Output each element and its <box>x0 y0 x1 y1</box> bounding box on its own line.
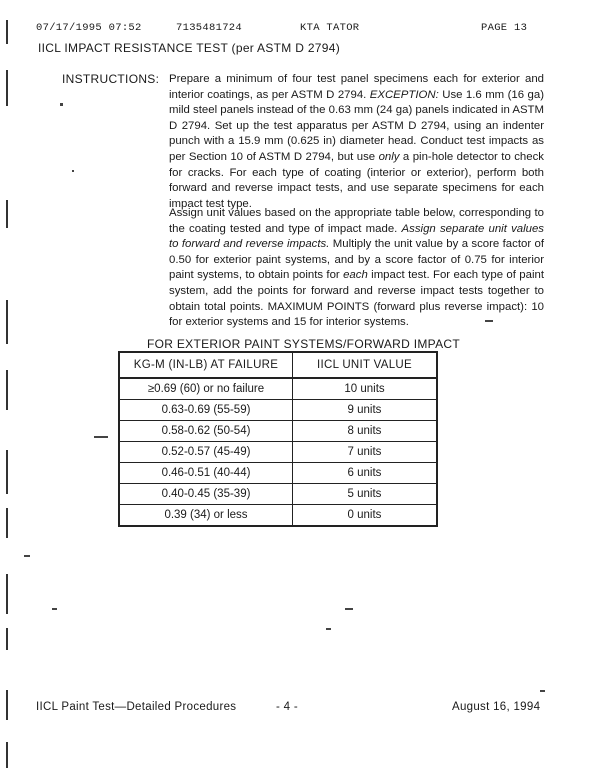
table-row <box>119 463 437 484</box>
failure-cell: 0.63-0.69 (55-59) <box>119 400 293 421</box>
p1-text-c: Use 1.6 mm (16 ga) mild steel panels instead of the 0.63 mm (24 ga) panels indicated in ASTM D 2794. Set up the test apparatus per ASTM D 2794, using an indenter punch with a 15.9 mm (0.625 in) diameter head. Conduct test impacts as per Section 10 of ASTM D 2794, but use <box>169 88 544 163</box>
scan-speck <box>72 170 74 172</box>
scan-speck <box>52 608 57 610</box>
p2-text-a: Assign unit values based on the appropriate table below, corresponding to the coating tested and type of impact made. <box>169 207 544 235</box>
scan-margin-mark <box>6 70 8 106</box>
header-failure: KG-M (IN-LB) AT FAILURE <box>119 352 293 378</box>
scan-speck <box>345 608 353 610</box>
table-row <box>119 400 437 421</box>
table-row <box>119 378 437 400</box>
impact-units-table <box>118 351 438 527</box>
scan-speck <box>540 690 545 692</box>
p2-text-c: Multiply the unit value by a score factor of 0.50 for exterior paint systems, and by a score factor of 0.75 for interior paint systems, to obtain points for <box>169 238 544 282</box>
scan-margin-mark <box>6 370 8 410</box>
scan-margin-mark <box>6 628 8 650</box>
table-header-row <box>119 352 437 378</box>
p1-only: only <box>378 150 400 163</box>
instructions-paragraph-1 <box>169 72 544 212</box>
scan-margin-mark <box>6 300 8 344</box>
scan-speck <box>326 628 331 630</box>
p1-exception: EXCEPTION: <box>369 88 439 101</box>
fax-datetime: 07/17/1995 07:52 <box>36 22 142 34</box>
scan-margin-mark <box>6 20 8 44</box>
scan-speck <box>60 103 63 106</box>
fax-page-number: PAGE 13 <box>481 22 528 34</box>
scan-margin-mark <box>6 690 8 720</box>
scan-speck <box>94 436 108 438</box>
units-cell: 5 units <box>293 484 438 505</box>
scan-speck <box>485 320 493 322</box>
units-cell: 7 units <box>293 442 438 463</box>
document-title: IICL IMPACT RESISTANCE TEST (per ASTM D 2794) <box>38 41 341 55</box>
failure-cell: 0.39 (34) or less <box>119 505 293 527</box>
units-cell: 9 units <box>293 400 438 421</box>
scan-margin-mark <box>6 450 8 494</box>
failure-cell: 0.40-0.45 (35-39) <box>119 484 293 505</box>
failure-cell: 0.58-0.62 (50-54) <box>119 421 293 442</box>
scan-margin-mark <box>6 574 8 614</box>
units-cell: 10 units <box>293 378 438 400</box>
failure-cell: 0.46-0.51 (40-44) <box>119 463 293 484</box>
p2-each: each <box>343 269 368 282</box>
table-row <box>119 421 437 442</box>
p2-emphasis: Assign separate unit values to forward and reverse impacts. <box>169 222 544 251</box>
instructions-paragraph-2 <box>169 206 544 331</box>
scan-margin-mark <box>6 508 8 538</box>
p1-text-e: a pin-hole detector to check for cracks. For each type of coating (interior or exterior), perform both forward and reverse impact tests, and use separate specimens for each impact test type. <box>169 150 544 210</box>
failure-cell: 0.52-0.57 (45-49) <box>119 442 293 463</box>
failure-cell: ≥0.69 (60) or no failure <box>119 378 293 400</box>
fax-phone-number: 7135481724 <box>176 22 243 34</box>
p1-text-a: Prepare a minimum of four test panel specimens each for exterior and interior coatings, as per ASTM D 2794. <box>169 73 544 101</box>
units-cell: 8 units <box>293 421 438 442</box>
units-cell: 0 units <box>293 505 438 527</box>
footer-date: August 16, 1994 <box>452 701 541 713</box>
table-caption: FOR EXTERIOR PAINT SYSTEMS/FORWARD IMPACT <box>147 337 460 351</box>
table-row <box>119 484 437 505</box>
scan-speck <box>24 555 30 557</box>
p2-text-e: impact test. For each type of paint system, add the points for forward and reverse impact tests together to obtain total points. MAXIMUM POINTS (forward plus reverse impact): 10 for exterior systems and 15 for interior systems. <box>169 269 544 329</box>
scan-margin-mark <box>6 200 8 228</box>
instructions-label: INSTRUCTIONS: <box>62 72 160 86</box>
footer-title: IICL Paint Test—Detailed Procedures <box>36 701 237 713</box>
units-cell: 6 units <box>293 463 438 484</box>
table-row <box>119 442 437 463</box>
footer-page-number: - 4 - <box>276 701 298 713</box>
table-row <box>119 505 437 527</box>
header-unit-value: IICL UNIT VALUE <box>293 352 438 378</box>
fax-sender: KTA TATOR <box>300 22 360 34</box>
scan-margin-mark <box>6 742 8 768</box>
